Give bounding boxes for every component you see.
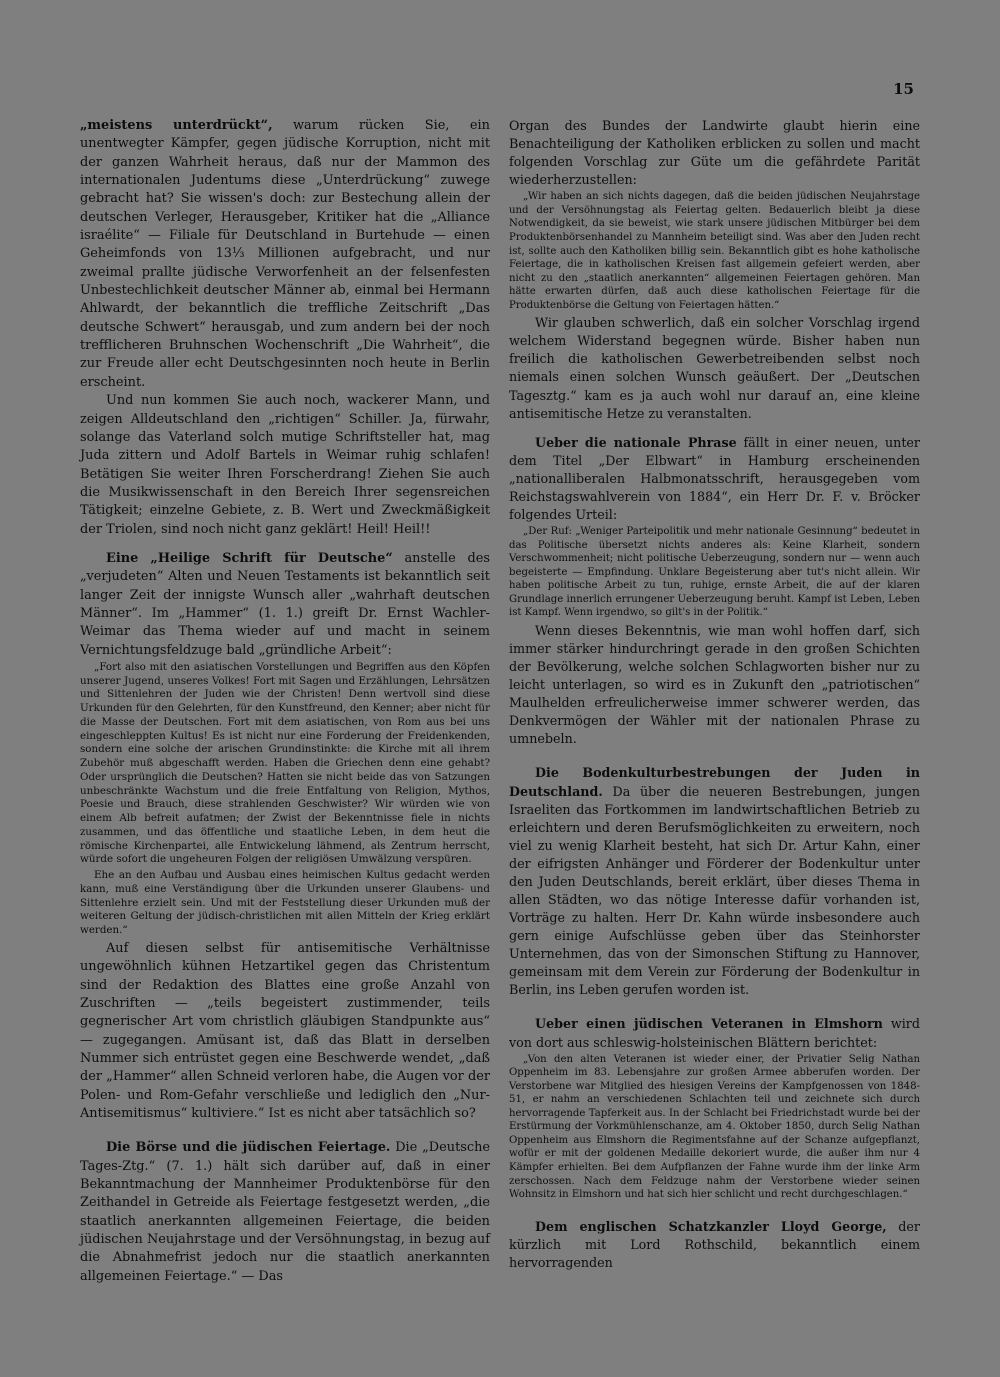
quoted-passage	[80, 661, 490, 867]
article-section	[509, 1015, 920, 1051]
paragraph-text: fällt in einer neuen, unter dem Titel „Der Elbwart“ in Hamburg erscheinenden „nationalliberalen Halbmonatsschrift, herausgegeben vom Reichstagswahlverein von 1884“, ein Herr Dr. F. v. Bröcker folgendes Urteil:	[509, 434, 921, 523]
article-section	[80, 1139, 490, 1286]
paragraph-text: „Der Ruf: „Weniger Parteipolitik und mehr nationale Gesinnung“ bedeutet in das Politische übersetzt nichts anderes als: Keine Klarheit, sondern Verschwommenheit; nicht politische Ueberzeugung, sondern nur — wenn auch begeisterte — Empfindung. Unklare Begeisterung aber tut's nicht allein. Wir haben politische Arbeit zu tun, ruhige, ernste Arbeit, die auf der klaren Grundlage innerlich errungener Ueberzeugung beruht. Kampf ist Leben, Leben ist Kampf. Wenn irgendwo, so gilt's in der Politik.“	[509, 526, 920, 619]
paragraph-text: Die „Deutsche Tages-Ztg.“ (7. 1.) hält sich darüber auf, daß in einer Bekanntmachung der Mannheimer Produktenbörse für den Zeithandel in Getreide als Feiertage festgesetzt werden, „die staatlich anerkannten allgemeinen Feiertage, die beiden jüdischen Neujahrstage und der Versöhnungstag, in bezug auf die Abnahmefrist jedoch nur die staatlich anerkannten allgemeinen Feiertage.“ — Das	[80, 1140, 491, 1284]
paragraph-text: Organ des Bundes der Landwirte glaubt hierin eine Benachteiligung der Katholiken erblicken zu sollen und macht folgenden Vorschlag zur Güte um die gefährdete Parität wiederherzustellen:	[509, 118, 920, 188]
article-section	[80, 550, 490, 660]
article-section	[80, 117, 490, 392]
paragraph	[509, 622, 920, 749]
quoted-passage	[80, 869, 490, 938]
paragraph-text: „Fort also mit den asiatischen Vorstellungen und Begriffen aus den Köpfen unserer Jugend, unseres Volkes! Fort mit Sagen und Erzählungen, Lehrsätzen und Sittenlehren der Juden wie der Christen! Denn wertvoll sind diese Urkunden für den Gelehrten, für den Kunstfreund, den Kenner; aber nicht für die Masse der Deutschen. Fort mit dem asiatischen, von Rom aus bei uns eingeschleppten Kultus! Es ist nicht nur eine Forderung der Freidenkenden, sondern eine solche der arischen Grundinstinkte: die Kirche mit all ihrem Zubehör muß abgeschafft werden. Haben die Griechen denn eine gehabt? Oder ursprünglich die Deutschen? Hatten sie nicht beide das von Satzungen unbeschränkte Wachstum und die freie Entfaltung von Religion, Mythos, Poesie und Brauch, diese strahlenden Geschwister? Wir würden wie von einem Alb befreit aufatmen; der Zwist der Bekenntnisse fiele in nichts zusammen, und das öffentliche und staatliche Leben, in dem heut die römische Kirchenpartei, alle Entwickelung lähmend, als Zentrum herrscht, würde sofort die ungeheuren Folgen der religiösen Umwälzung verspüren.	[80, 660, 490, 866]
paragraph-text: wird von dort aus schleswig-holsteinischen Blättern berichtet:	[509, 1016, 920, 1050]
right-column	[509, 117, 920, 1272]
paragraph-text: der kürzlich mit Lord Rothschild, bekanntlich einem hervorragenden	[509, 1218, 920, 1270]
article-section	[509, 1218, 920, 1272]
page-number: 15	[893, 80, 914, 98]
quoted-passage	[509, 525, 920, 620]
paragraph-text: Da über die neueren Bestrebungen, jungen Israeliten das Fortkommen im landwirtschaftlichen Betrieb zu erleichtern und deren Berufsmöglichkeiten zu erweitern, noch viel zu wenig Klarheit besteht, hat sich Dr. Artur Kahn, einer der eifrigsten Anhänger und Förderer der Bodenkultur unter den Juden Deutschlands, bereit erklärt, über dieses Thema in allen Städten, wo das nötige Interesse dafür vorhanden ist, Vorträge zu halten. Herr Dr. Kahn würde insbesondere auch gern einige Aufschlüsse geben über das Steinhorster Unternehmen, das von der Simonschen Stiftung zu Hannover, gemeinsam mit dem Verein zur Förderung der Bodenkultur in Berlin, ins Leben gerufen worden ist.	[509, 783, 920, 998]
paragraph	[509, 117, 920, 189]
paragraph-text: Auf diesen selbst für antisemitische Verhältnisse ungewöhnlich kühnen Hetzartikel gegen das Christentum sind der Redaktion des Blattes eine große Anzahl von Zuschriften — „teils begeistert zustimmender, teils gegnerischer Art vom christlich gläubigen Standpunkte aus“ — zugegangen. Amüsant ist, daß das Blatt in derselben Nummer sich entrüstet gegen eine Beschwerde wendet, „daß der „Hammer“ allen Schneid verloren habe, die Augen vor der Polen- und Rom-Gefahr verschließe und lediglich den „Nur-Antisemitismus“ kultiviere.“ Ist es nicht aber tatsächlich so?	[80, 940, 490, 1122]
article-section	[509, 434, 920, 524]
section-heading: „meistens unterdrückt“,	[80, 118, 273, 133]
quoted-passage	[509, 190, 920, 312]
section-heading: Die Börse und die jüdischen Feiertage.	[106, 1140, 391, 1156]
section-heading: Ueber einen jüdischen Veteranen in Elmshorn	[535, 1016, 883, 1032]
paragraph-text: anstelle des „verjudeten“ Alten und Neuen Testaments ist bekanntlich seit langer Zeit der innigste Wunsch aller „wahrhaft deutschen Männer“. Im „Hammer“ (1. 1.) greift Dr. Ernst Wachler-Weimar das Thema wieder auf und macht in seinem Vernichtungsfeldzuge bald „gründliche Arbeit“:	[80, 550, 490, 658]
paragraph	[509, 314, 920, 422]
paragraph-text: Wenn dieses Bekenntnis, wie man wohl hoffen darf, sich immer stärker hindurchringt gerade in den großen Schichten der Bevölkerung, welche solchen Schlagworten bisher nur zu leicht unterlagen, so wird es in Zukunft den „patriotischen“ Maulhelden erfreulicherweise immer schwerer werden, das Denkvermögen der Wähler mit der nationalen Phrase zu umnebeln.	[509, 622, 920, 747]
paragraph-text: „Von den alten Veteranen ist wieder einer, der Privatier Selig Nathan Oppenheim im 83. Lebensjahre zur großen Armee abberufen worden. Der Verstorbene war Mitglied des hiesigen Vereins der Kampfgenossen von 1848-51, er nahm an verschiedenen Schlachten teil und zeichnete sich durch hervorragende Tapferkeit aus. In der Schlacht bei Friedrichstadt wurde bei der Erstürmung der Vorkmühlenschanze, am 4. Oktober 1850, durch Selig Nathan Oppenheim aus Elmshorn die Regimentsfahne auf der Schanze aufgepflanzt, wofür er mit der goldenen Medaille dekoriert wurde, die außer ihm nur 4 Kämpfer erhielten. Bei dem Aufpflanzen der Fahne wurde ihm der linke Arm zerschossen. Nach dem Feldzuge nahm der Verstorbene wieder seinen Wohnsitz in Elmshorn und hat sich hier schlicht und recht durchgeschlagen.“	[509, 1053, 920, 1201]
paragraph	[80, 940, 490, 1123]
paragraph	[80, 392, 490, 539]
paragraph-text: warum rücken Sie, ein unentwegter Kämpfer, gegen jüdische Korruption, nicht mit der ganzen Wahrheit heraus, daß nur der Mammon des internationalen Judentums diese „Unterdrückung“ zuwege gebracht hat? Sie wissen's doch: zur Bestechung allein der deutschen Verleger, Herausgeber, Kritiker hat die „Alliance israélite“ — Filiale für Deutschland in Burtehude — einen Geheimfonds von 13⅓ Millionen aufgebracht, und nur zweimal prallte jüdische Verworfenheit an der felsenfesten Unbestechlichkeit deutscher Männer ab, einmal bei Hermann Ahlwardt, der bekanntlich die treffliche Zeitschrift „Das deutsche Schwert“ herausgab, und zum andern bei der noch trefflicheren Bruhnschen Wochenschrift „Die Wahrheit“, die zur Freude aller echt Deutschgesinnten noch heute in Berlin erscheint.	[80, 118, 490, 390]
article-section	[509, 764, 920, 999]
section-heading: Die Bodenkulturbestrebungen der Juden in Deutschland.	[509, 765, 920, 799]
quoted-passage	[509, 1053, 920, 1202]
paragraph-text: Und nun kommen Sie auch noch, wackerer Mann, und zeigen Alldeutschland den „richtigen“ Schiller. Ja, fürwahr, solange das Vaterland solch mutige Schriftsteller hat, mag Juda zittern und Adolf Bartels in Weimar ruhig schlafen! Betätigen Sie weiter Ihren Forscherdrang! Ziehen Sie auch die Musikwissenschaft in den Bereich Ihrer segensreichen Tätigkeit; einzelne Gebiete, z. B. Wert und Zweckmäßigkeit der Triolen, sind noch nicht ganz geklärt! Heil! Heil!!	[80, 393, 490, 537]
paragraph-text: Ehe an den Aufbau und Ausbau eines heimischen Kultus gedacht werden kann, muß eine Verständigung über die Urkunden unserer Glaubens- und Sittenlehre erzielt sein. Und mit der Feststellung dieser Urkunden muß der weiteren Geltung der jüdisch-christlichen mit allen Mitteln der Krieg erklärt werden.“	[80, 869, 490, 937]
paragraph-text: Wir glauben schwerlich, daß ein solcher Vorschlag irgend welchem Widerstand begegnen würde. Bisher haben nun freilich die katholischen Gewerbetreibenden selbst noch niemals einen solchen Wunsch geäußert. Der „Deutschen Tagesztg.“ kam es ja auch wohl nur darauf an, eine kleine antisemitische Hetze zu veranstalten.	[509, 315, 920, 421]
section-heading: Dem englischen Schatzkanzler Lloyd George,	[535, 1218, 887, 1234]
section-heading: Ueber die nationale Phrase	[535, 434, 737, 450]
section-heading: Eine „Heilige Schrift für Deutsche“	[106, 550, 393, 566]
left-column	[80, 117, 490, 1286]
paragraph-text: „Wir haben an sich nichts dagegen, daß die beiden jüdischen Neujahrstage und der Versöhnungstag als Feiertag gelten. Bedauerlich bleibt ja diese Notwendigkeit, da sie beweist, wie stark unsere jüdischen Mitbürger bei dem Produktenbörsenhandel zu Mannheim beteiligt sind. Was aber den Juden recht ist, sollte auch den Katholiken billig sein. Bekanntlich gibt es hohe katholische Feiertage, die in katholischen Kreisen fast allgemein gefeiert werden, aber nicht zu den „staatlich anerkannten“ allgemeinen Feiertagen gehören. Man hätte erwarten dürfen, daß auch diese katholischen Feiertage für die Produktenbörse die Geltung von Feiertagen hätten.“	[509, 191, 920, 311]
